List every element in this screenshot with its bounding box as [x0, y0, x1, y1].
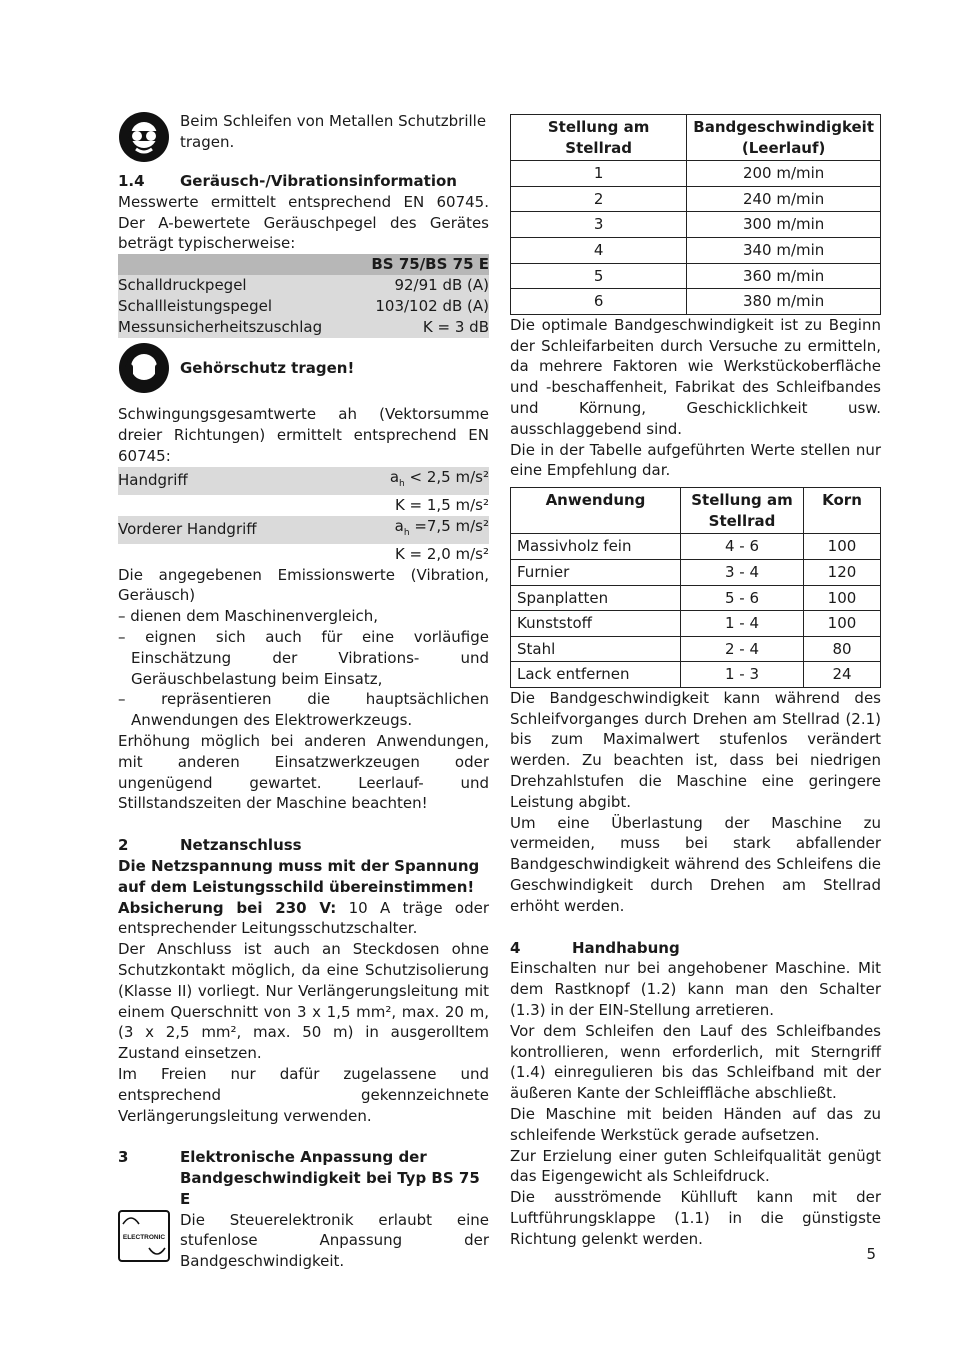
table-row — [511, 611, 881, 637]
section-number: 2 — [118, 836, 129, 855]
table-row — [511, 212, 881, 238]
table-cell: Kunststoff — [511, 611, 681, 637]
table-row — [511, 534, 881, 560]
electronic-icon — [118, 1210, 170, 1262]
table-row — [511, 636, 881, 662]
table-cell: 3 - 4 — [681, 559, 804, 585]
noise-value: K = 3 dB — [353, 317, 489, 338]
table-cell: Lack entfernen — [511, 662, 681, 688]
section-4-heading — [510, 938, 881, 959]
table-cell: 100 — [804, 534, 881, 560]
table-row — [511, 559, 881, 585]
section-number: 1.4 — [118, 172, 145, 190]
section-3-heading — [118, 1147, 489, 1209]
list-item: – repräsentieren die hauptsächlichen Anwendungen des Elektrowerkzeugs. — [118, 690, 489, 730]
column-header: Stellung am Stellrad — [511, 115, 687, 161]
noise-value: 103/102 dB (A) — [353, 296, 489, 317]
noise-label: Messunsicherheitszuschlag — [118, 317, 353, 338]
table-cell: 1 - 4 — [681, 611, 804, 637]
table-cell: 340 m/min — [687, 237, 881, 263]
speed-table-header — [511, 115, 881, 161]
section-number: 3 — [118, 1148, 129, 1167]
table-row — [511, 289, 881, 315]
noise-label: Schallleistungspegel — [118, 296, 353, 317]
table-cell: 5 — [511, 263, 687, 289]
speed-text-2: Die in der Tabelle aufgeführten Werte stellen nur eine Empfehlung dar. — [510, 440, 881, 480]
table-cell: 24 — [804, 662, 881, 688]
emission-note: Erhöhung möglich bei anderen Anwendungen, mit anderen Einsatzwerkzeugen oder ungenügend gewartet. Leerlauf- und Stillstandszeiten der Maschine beachten! — [118, 731, 489, 813]
table-cell: Furnier — [511, 559, 681, 585]
table-row — [118, 317, 489, 338]
table-row — [511, 161, 881, 187]
vibration-k: K = 1,5 m/s² — [394, 495, 489, 514]
table-row — [118, 296, 489, 317]
table-cell: Stahl — [511, 636, 681, 662]
table-cell: 200 m/min — [687, 161, 881, 187]
vibration-k: K = 2,0 m/s² — [394, 544, 489, 563]
table-row — [118, 495, 489, 516]
section-2-heading — [118, 835, 489, 856]
safety-goggles-icon — [118, 111, 170, 163]
table-row — [511, 237, 881, 263]
handling-text-4: Zur Erzielung einer guten Schleifqualität genügt das Eigengewicht als Schleifdruck. — [510, 1146, 881, 1186]
list-item: – eignen sich auch für eine vorläufige Einschätzung der Vibrations- und Geräuschbelastung beim Einsatz, — [118, 627, 489, 688]
column-header: Anwendung — [511, 488, 681, 534]
section-title: Netzanschluss — [180, 836, 302, 855]
application-table-header — [511, 488, 881, 534]
emission-list — [118, 606, 489, 731]
vibration-label: Vorderer Handgriff — [118, 516, 334, 544]
table-cell: 1 — [511, 161, 687, 187]
handling-text-1: Einschalten nur bei angehobener Maschine. Mit dem Rastknopf (1.2) kann man den Schalter (1.3) in der EIN-Stellung arretieren. — [510, 959, 881, 1020]
table-cell: Massivholz fein — [511, 534, 681, 560]
left-column — [118, 111, 489, 1272]
vibration-table — [118, 467, 489, 565]
table-cell: 6 — [511, 289, 687, 315]
electronic-notice — [118, 1210, 489, 1272]
noise-value: 92/91 dB (A) — [353, 275, 489, 296]
fuse-info: Absicherung bei 230 V: 10 A träge oder entsprechender Leitungsschutzschalter. — [118, 898, 489, 938]
handling-text-3: Die Maschine mit beiden Händen auf das zu schleifende Werkstück gerade aufsetzen. — [510, 1105, 881, 1144]
table-cell: 4 - 6 — [681, 534, 804, 560]
table-cell: 80 — [804, 636, 881, 662]
table-cell: 360 m/min — [687, 263, 881, 289]
speed-text-1: Die optimale Bandgeschwindigkeit ist zu Beginn der Schleifarbeiten durch Versuche zu ermitteln, da mehrere Faktoren wie Werkstückoberfläche und -beschaffenheit, Fabrikat des Schleifbandes und Körnung, Geschicklichkeit usw. ausschlaggebend sind. — [510, 315, 881, 438]
table-cell: Spanplatten — [511, 585, 681, 611]
handling-text-2: Vor dem Schleifen den Lauf des Schleifbandes kontrollieren, wenn erforderlich, mit Sterngriff (1.4) einregulieren bis das Schleifband mit der äußeren Kante der Schleiffläche abschließt. — [510, 1021, 881, 1103]
goggles-text: Beim Schleifen von Metallen Schutzbrille tragen. — [180, 112, 487, 151]
column-header: Stellung am Stellrad — [681, 488, 804, 534]
section-title: Geräusch-/Vibrationsinformation — [180, 172, 457, 190]
application-text-2: Um eine Überlastung der Maschine zu vermeiden, muss bei stark abfallender Bandgeschwindigkeit während des Schleifens die Geschwindigkeit durch Drehen am Stellrad erhöht werden. — [510, 813, 881, 915]
table-cell: 3 — [511, 212, 687, 238]
table-cell: 380 m/min — [687, 289, 881, 315]
table-cell: 100 — [804, 585, 881, 611]
noise-table — [118, 254, 489, 338]
handling-text-5: Die ausströmende Kühlluft kann mit der Luftführungsklappe (1.1) in die günstigste Richtung gelenkt werden. — [510, 1188, 881, 1248]
section-number: 4 — [510, 938, 521, 957]
table-cell: 4 — [511, 237, 687, 263]
voltage-warning: Die Netzspannung muss mit der Spannung auf dem Leistungsschild übereinstimmen! — [118, 856, 480, 896]
emission-intro: Die angegebenen Emissionswerte (Vibration, Geräusch) — [118, 565, 489, 605]
table-cell: 1 - 3 — [681, 662, 804, 688]
section-1-4-heading — [118, 171, 489, 192]
table-row — [118, 275, 489, 296]
electronic-text: Die Steuerelektronik erlaubt eine stufenlose Anpassung der Bandgeschwindigkeit. — [180, 1210, 489, 1271]
ear-protection-icon — [118, 342, 170, 394]
section-title: Handhabung — [572, 938, 680, 957]
hearing-notice — [118, 342, 489, 394]
table-row — [511, 263, 881, 289]
vibration-value: $a_h =7,5$ m/s² — [334, 516, 489, 544]
table-cell: 5 - 6 — [681, 585, 804, 611]
vibration-label: Handgriff — [118, 467, 334, 495]
noise-intro: Messwerte ermittelt entsprechend EN 60745. Der A-bewertete Geräuschpegel des Gerätes beträgt typischerweise: — [118, 192, 489, 253]
goggles-notice — [118, 111, 489, 163]
vibration-value: $a_h < 2,5$ m/s² — [334, 467, 489, 495]
column-header: Bandgeschwindigkeit (Leerlauf) — [687, 115, 881, 161]
noise-label: Schalldruckpegel — [118, 275, 353, 296]
table-row — [118, 544, 489, 565]
list-item: – dienen dem Maschinenvergleich, — [118, 607, 379, 626]
svg-text:ELECTRONIC: ELECTRONIC — [122, 1233, 166, 1241]
table-cell: 100 — [804, 611, 881, 637]
noise-table-header — [118, 254, 489, 275]
connection-text: Der Anschluss ist auch an Steckdosen ohne Schutzkontakt möglich, da eine Schutzisolierung (Klasse II) vorliegt. Nur Verlängerungsleitung mit einem Querschnitt von 3 x 1,5 mm², max. 20 m, (3 x 2,5 mm², max. 50 m) in ausgerolltem Zustand einsetzen. — [118, 940, 489, 1063]
table-row — [118, 516, 489, 544]
vibration-intro: Schwingungsgesamtwerte ah (Vektorsumme dreier Richtungen) ermittelt entsprechend EN 60745: — [118, 405, 489, 465]
application-text-1: Die Bandgeschwindigkeit kann während des Schleifvorganges durch Drehen am Stellrad (2.1) bis zum Maximalwert stufenlos verändert werden. Zu beachten ist, dass bei niedrigen Drehzahlstufen die Maschine eine geringere Leistung abgibt. — [510, 688, 881, 811]
table-row — [511, 662, 881, 688]
hearing-text: Gehörschutz tragen! — [180, 358, 355, 377]
outdoor-text: Im Freien nur dafür zugelassene und entsprechend gekennzeichnete Verlängerungsleitung verwenden. — [118, 1064, 489, 1125]
noise-table-model: BS 75/BS 75 E — [353, 254, 489, 275]
column-header: Korn — [804, 488, 881, 534]
table-cell: 120 — [804, 559, 881, 585]
right-column — [510, 114, 881, 1250]
table-row — [511, 186, 881, 212]
table-cell: 2 — [511, 186, 687, 212]
table-cell: 300 m/min — [687, 212, 881, 238]
table-row — [118, 467, 489, 495]
table-row — [511, 585, 881, 611]
speed-table — [510, 114, 881, 315]
section-title: Elektronische Anpassung der Bandgeschwindigkeit bei Typ BS 75 E — [180, 1148, 480, 1208]
table-cell: 240 m/min — [687, 186, 881, 212]
application-table — [510, 487, 881, 688]
page-number: 5 — [866, 1245, 876, 1263]
table-cell: 2 - 4 — [681, 636, 804, 662]
